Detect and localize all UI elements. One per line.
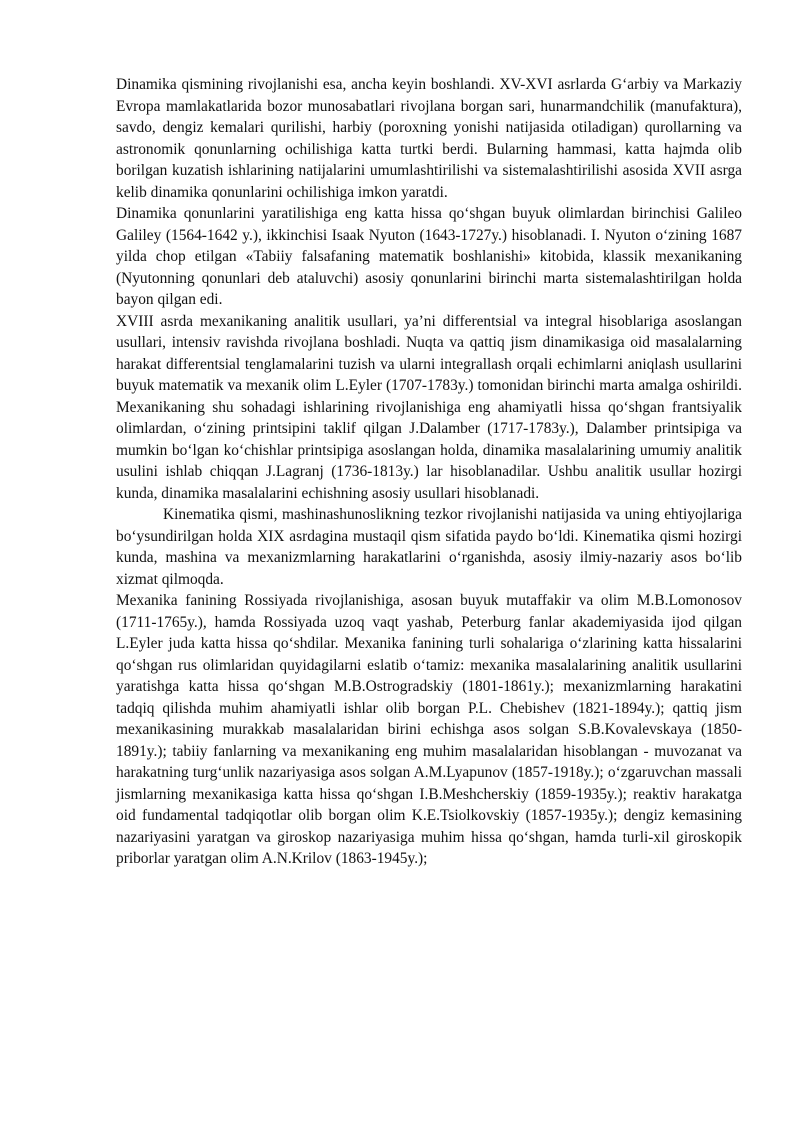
document-page [116,74,742,870]
paragraph-galileo-newton: Dinamika qonunlarini yaratilishiga eng katta hissa qo‘shgan buyuk olimlardan birinchisi Galileo Galiley (1564-1642 y.), ikkinchisi Isaak Nyuton (1643-1727y.) hisoblanadi. I. Nyuton o‘zining 1687 yilda chop etilgan «Tabiiy falsafaning matematik boshlanishi» kitobida, klassik mexanikaning (Nyutonning qonunlari deb ataluvchi) asosiy qonunlarini birinchi marta sistemalashtirilgan holda bayon qilgan edi. [116,205,742,308]
paragraph-kinematics: Kinematika qismi, mashinashunoslikning tezkor rivojlanishi natijasida va uning ehtiyojlariga bo‘ysundirilgan holda XIX asrdagina mustaqil qism sifatida paydo bo‘ldi. Kinematika qismi hozirgi kunda, mashina va mexanizmlarning harakatlarini o‘rganishda, asosiy ilmiy-nazariy asos bo‘lib xizmat qilmoqda. [116,506,742,588]
paragraph-dynamics-origins: Dinamika qismining rivojlanishi esa, ancha keyin boshlandi. XV-XVI asrlarda G‘arbiy va Markaziy Evropa mamlakatlarida bozor munosabatlari rivojlana borgan sari, hunarmandchilik (manufaktura), savdo, dengiz kemalari qurilishi, harbiy (poroxning yonishi natijasida otiladigan) qurollarning va astronomik qonunlarning ochilishiga katta turtki berdi. Bularning hammasi, katta hajmda olib borilgan kuzatish ishlarining natijalarini umumlashtirilishi va sistemalashtirilishi asosida XVII asrga kelib dinamika qonunlarini ochilishiga imkon yaratdi. [116,76,742,201]
paragraph-russian-scientists: Mexanika fanining Rossiyada rivojlanishiga, asosan buyuk mutaffakir va olim M.B.Lomonosov (1711-1765y.), hamda Rossiyada uzoq vaqt yashab, Peterburg fanlar akademiyasida ijod qilgan L.Eyler juda katta hissa qo‘shdilar. Mexanika fanining turli sohalariga o‘zlarining katta hissalarini qo‘shgan rus olimlaridan quyidagilarni eslatib o‘tamiz: mexanika masalalarining analitik usullarini yaratishga katta hissa qo‘shgan M.B.Ostrogradskiy (1801-1861y.); mexanizmlarning harakatini tadqiq qilishda muhim ahamiyatli ishlar olib borgan P.L. Chebishev (1821-1894y.); qattiq jism mexanikasining murakkab masalalaridan birini echishga asos solgan S.B.Kovalevskaya (1850-1891y.); tabiiy fanlarning va mexanikaning eng muhim masalalaridan hisoblangan - muvozanat va harakatning turg‘unlik nazariyasiga asos solgan A.M.Lyapunov (1857-1918y.); o‘zgaruvchan massali jismlarning mexanikasiga katta hissa qo‘shgan I.B.Meshcherskiy (1859-1935y.); reaktiv harakatga oid fundamental tadqiqotlar olib borgan olim K.E.Tsiolkovskiy (1857-1935y.); dengiz kemasining nazariyasini yaratgan va giroskop nazariyasiga muhim hissa qo‘shgan, hamda turli-xil giroskopik priborlar yaratgan olim A.N.Krilov (1863-1945y.); [116,592,742,867]
paragraph-analytical-methods: XVIII asrda mexanikaning analitik usullari, ya’ni differentsial va integral hisoblariga asoslangan usullari, intensiv ravishda rivojlana boshladi. Nuqta va qattiq jism dinamikasiga oid masalalarning harakat differentsial tenglamalarini tuzish va ularni integrallash orqali echimlarni aniqlash usullarini buyuk matematik va mexanik olim L.Eyler (1707-1783y.) tomonidan birinchi marta amalga oshirildi. Mexanikaning shu sohadagi ishlarining rivojlanishiga eng ahamiyatli hissa qo‘shgan frantsiyalik olimlardan, o‘zining printsipini taklif qilgan J.Dalamber (1717-1783y.), Dalamber printsipiga va mumkin bo‘lgan ko‘chishlar printsipiga asoslangan holda, dinamika masalalarining umumiy analitik usulini ishlab chiqqan J.Lagranj (1736-1813y.) lar hisoblanadilar. Ushbu analitik usullar hozirgi kunda, dinamika masalalarini echishning asosiy usullari hisoblanadi. [116,312,742,502]
